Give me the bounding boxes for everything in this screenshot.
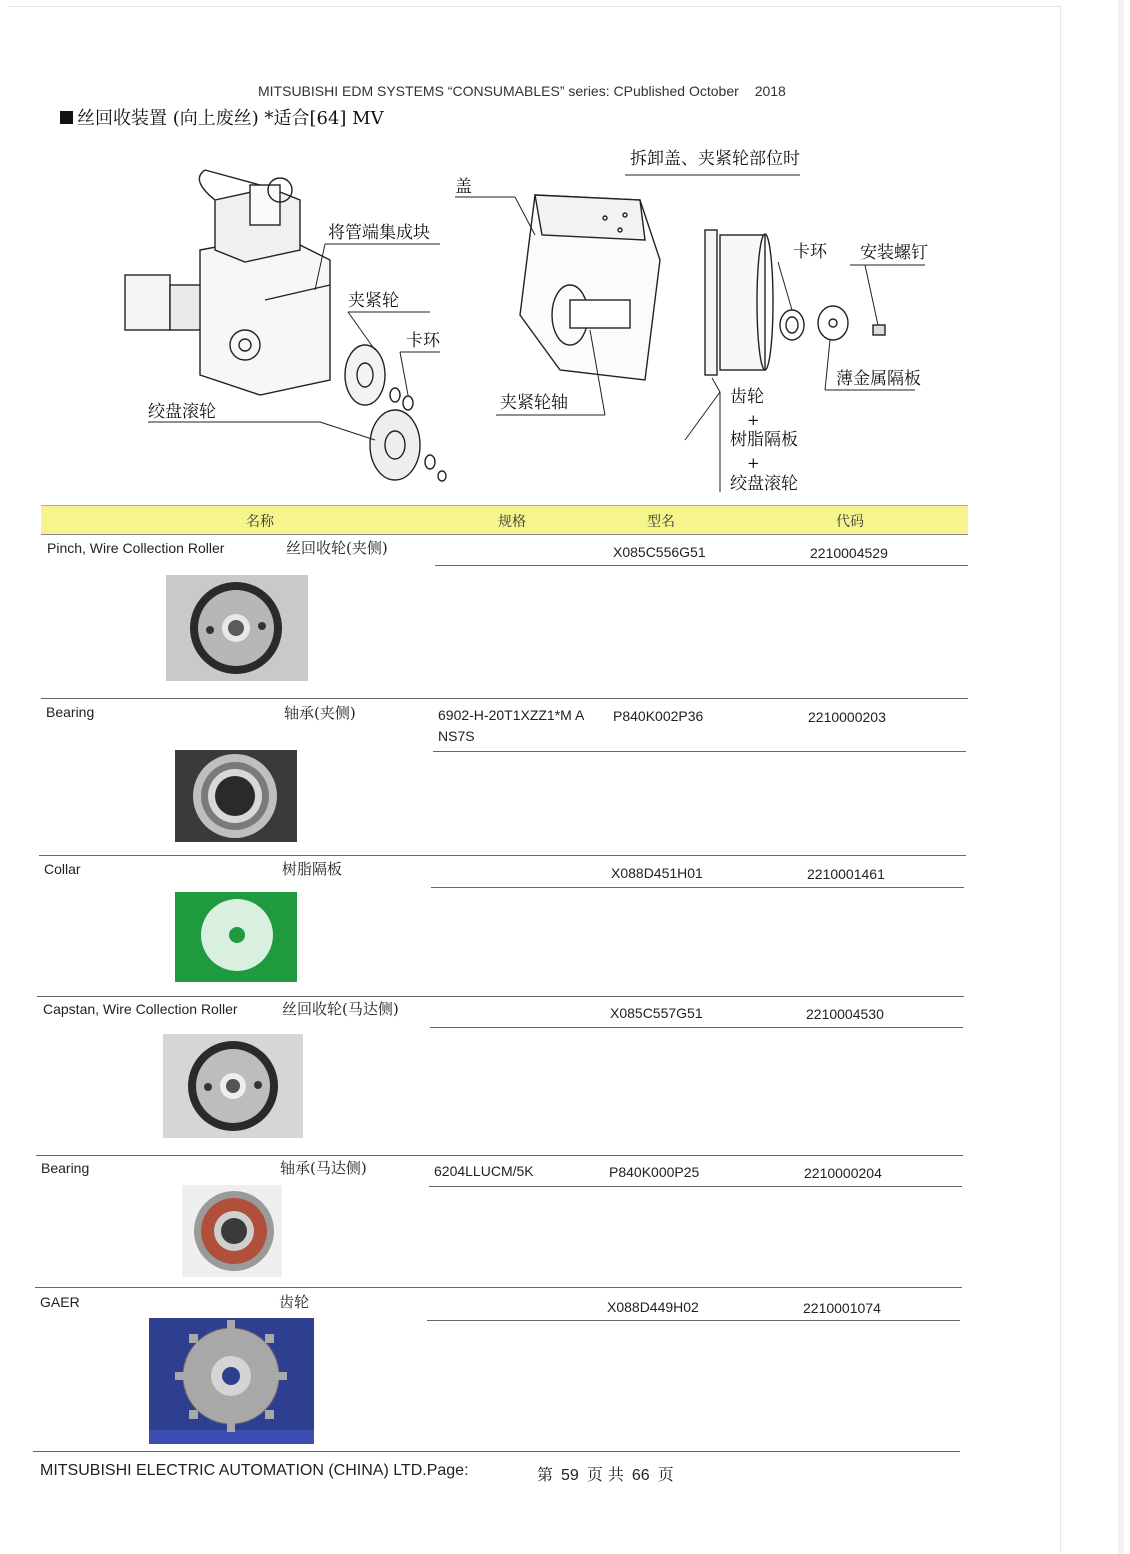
- part-name-en: Bearing: [46, 704, 95, 720]
- label-cover: 盖: [455, 177, 472, 197]
- header-name: 名称: [246, 514, 274, 530]
- assembly-diagram: [30, 140, 1030, 500]
- part-code: 2210000203: [808, 709, 886, 725]
- label-clip-ring-right: 卡环: [793, 242, 827, 262]
- part-model: P840K000P25: [609, 1164, 700, 1180]
- row-separator: [41, 698, 968, 699]
- part-code: 2210001461: [807, 866, 885, 882]
- row-rule: [435, 565, 968, 566]
- part-name-en: Pinch, Wire Collection Roller: [47, 540, 225, 556]
- label-pinch-shaft: 夹紧轮轴: [500, 393, 568, 413]
- page-header: [258, 83, 786, 99]
- row-separator: [36, 1155, 963, 1156]
- footer-company: MITSUBISHI ELECTRIC AUTOMATION (CHINA) LTD.Page:: [40, 1462, 469, 1479]
- footer-page-number: [537, 1462, 674, 1485]
- footer-page-mid: 页 共: [586, 1465, 624, 1484]
- label-clip-ring-left: 卡环: [406, 331, 440, 351]
- part-name-cn: 轴承(马达侧): [280, 1159, 367, 1177]
- label-capstan: 绞盘滚轮: [148, 402, 216, 422]
- scan-edge: [1118, 0, 1124, 1554]
- row-separator: [35, 1287, 962, 1288]
- part-name-cn: 丝回收轮(马达侧): [282, 1000, 399, 1018]
- part-spec: 6204LLUCM/5K: [434, 1163, 534, 1179]
- part-name-en: Collar: [44, 861, 81, 877]
- row-rule: [427, 1320, 960, 1321]
- section-title: [60, 104, 384, 130]
- bearing-motor-photo: [182, 1185, 282, 1277]
- part-name-en: GAER: [40, 1294, 80, 1310]
- part-model: X088D449H02: [607, 1299, 699, 1315]
- row-rule: [430, 1027, 963, 1028]
- gear-photo: [149, 1318, 314, 1444]
- part-code: 2210004530: [806, 1006, 884, 1022]
- row-rule: [429, 1186, 962, 1187]
- row-rule: [431, 887, 964, 888]
- label-thin-spacer: 薄金属隔板: [836, 369, 921, 389]
- footer-page-prefix: 第: [537, 1465, 554, 1484]
- pinch-roller-photo: [166, 575, 308, 681]
- section-title-text: 丝回收装置 (向上废丝) *适合[64] MV: [77, 108, 384, 129]
- header-code: 代码: [836, 514, 864, 530]
- label-plus-2: +: [747, 454, 760, 472]
- footer-page: 59: [561, 1467, 579, 1484]
- part-model: X085C557G51: [610, 1005, 703, 1021]
- row-separator: [33, 1451, 960, 1452]
- header-model: 型名: [647, 514, 675, 530]
- label-mount-screw: 安装螺钉: [860, 243, 928, 263]
- footer-total: 66: [631, 1467, 650, 1484]
- header-spec: 规格: [498, 514, 526, 530]
- collar-photo: [175, 892, 297, 982]
- part-name-cn: 树脂隔板: [282, 860, 343, 878]
- label-capstan-2: 绞盘滚轮: [730, 474, 798, 494]
- label-gear: 齿轮: [730, 387, 764, 407]
- part-code: 2210004529: [810, 545, 888, 561]
- square-bullet-icon: [60, 111, 73, 124]
- part-name-cn: 轴承(夹侧): [284, 704, 356, 722]
- part-spec: 6902-H-20T1XZZ1*M A NS7S: [438, 707, 584, 744]
- label-resin-spacer: 树脂隔板: [730, 430, 798, 450]
- bearing-photo: [175, 750, 297, 842]
- part-model: X085C556G51: [613, 544, 706, 560]
- label-pinch-roller: 夹紧轮: [348, 291, 399, 311]
- part-code: 2210001074: [803, 1300, 881, 1316]
- header-year: 2018: [754, 83, 786, 99]
- row-separator: [37, 996, 964, 997]
- part-model: X088D451H01: [611, 865, 703, 881]
- part-name-cn: 齿轮: [279, 1293, 310, 1311]
- footer-page-suffix: 页: [657, 1465, 674, 1484]
- row-separator: [39, 855, 966, 856]
- capstan-photo: [163, 1034, 303, 1138]
- label-plus-1: +: [747, 411, 760, 429]
- header-text: MITSUBISHI EDM SYSTEMS “CONSUMABLES” series: CPublished October: [258, 83, 739, 99]
- row-rule: [433, 751, 966, 752]
- part-name-en: Capstan, Wire Collection Roller: [43, 1001, 238, 1017]
- part-code: 2210000204: [804, 1165, 882, 1181]
- label-when-removing: 拆卸盖、夹紧轮部位时: [630, 149, 800, 169]
- part-name-cn: 丝回收轮(夹侧): [286, 539, 388, 557]
- part-name-en: Bearing: [41, 1160, 90, 1176]
- part-model: P840K002P36: [613, 708, 704, 724]
- label-tube-block: 将管端集成块: [328, 223, 430, 243]
